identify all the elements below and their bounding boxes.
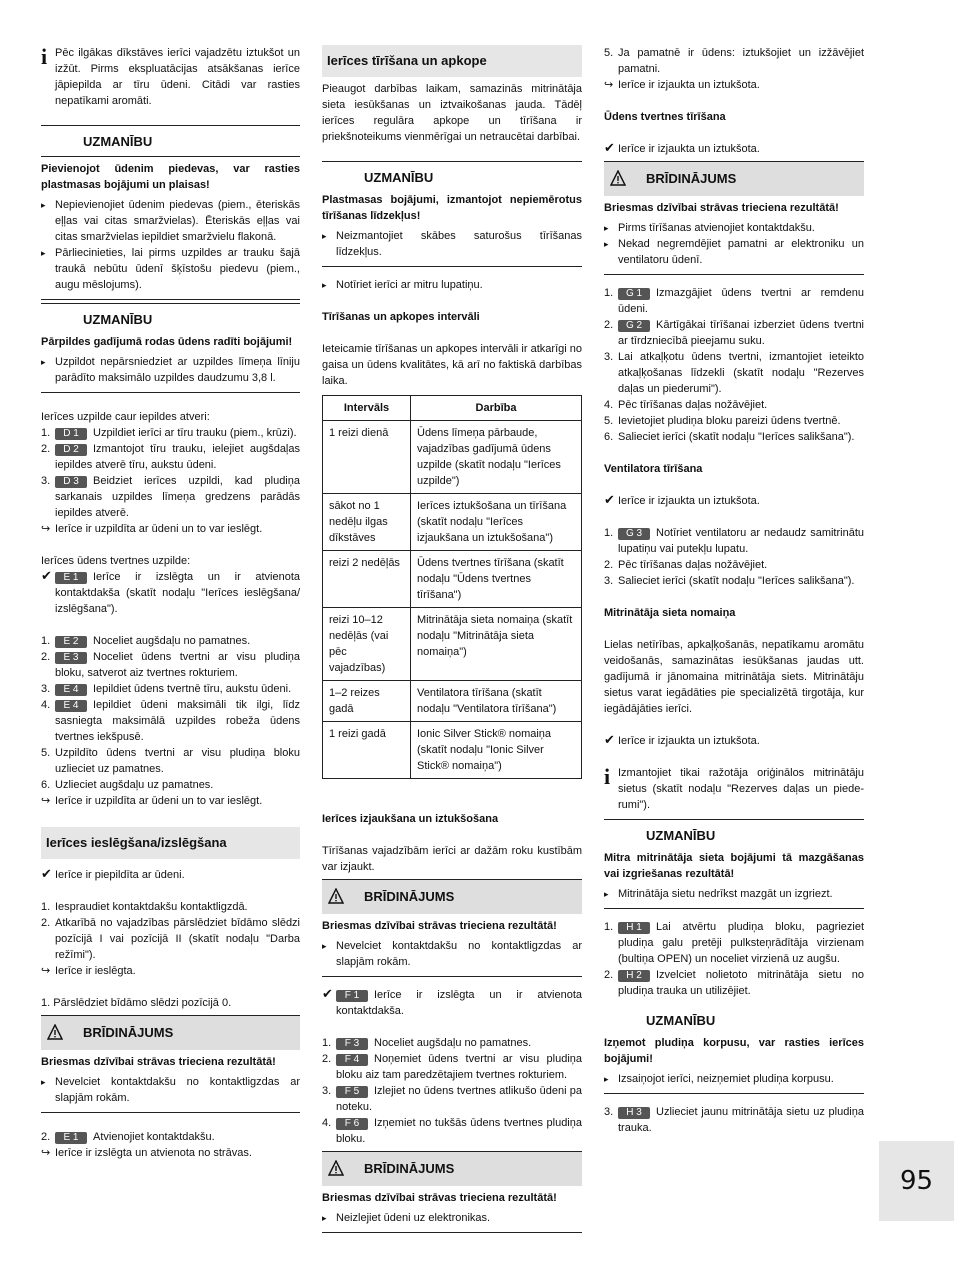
warning-box [322, 1151, 582, 1233]
figure-tag: E 2 [55, 636, 87, 648]
figure-tag: H 3 [618, 1107, 650, 1119]
list-item: 4. F 6 Izņemiet no tukšās ūdens tvertnes pludiņa bloku. [322, 1117, 582, 1145]
figure-tag: G 3 [618, 528, 650, 540]
wipe-instruction: ▸ Notīriet ierīci ar mitru lupatiņu. [322, 277, 582, 293]
list-item: 3. Lai atkaļķotu ūdens tvertni, izmantojiet ieteikto atkaļķošanas līdzekli (skatīt nodaļu "Rezerves daļas un piederumi"). [604, 351, 864, 395]
caution-title: UZMANĪBU [646, 1013, 716, 1028]
table-cell: 1–2 reizes gadā [323, 681, 411, 722]
table-row [323, 494, 582, 551]
warning-lead: Briesmas dzīvībai strāvas trieciena rezultātā! [41, 1056, 276, 1068]
figure-tag: G 1 [618, 288, 650, 300]
list-item: 4. E 4 Iepildiet ūdeni maksimāli tik ilgi, līdz sasniegta maksimālā uzpildes robeža ūdens tvertnes iekšpusē. [41, 699, 300, 743]
figure-tag: E 1 [55, 1132, 87, 1144]
table-row [323, 608, 582, 681]
table-cell: Ventilatora tīrīšana (skatīt nodaļu "Ventilatora tīrīšana") [411, 681, 582, 722]
info-note [41, 45, 300, 109]
warning-box [322, 879, 582, 977]
caution-box-cleaners [322, 161, 582, 267]
list-item: 1. E 2 Noceliet augšdaļu no pamatnes. [41, 635, 251, 647]
caution-bullet: ▸ Mitrinātāja sietu nedrīkst mazgāt un izgriezt. [604, 886, 864, 902]
warning-bullet: ▸ Pirms tīrīšanas atvienojiet kontaktdakšu. [604, 220, 864, 236]
warning-title: BRĪDINĀJUMS [364, 1161, 455, 1176]
figure-tag: D 2 [55, 444, 87, 456]
caution-title: UZMANĪBU [364, 170, 434, 185]
page-number: 95 [879, 1141, 954, 1221]
caution-box-float [604, 1005, 864, 1094]
table-row [323, 551, 582, 608]
step-5: 5. Ja pamatnē ir ūdens: iztukšojiet un izžāvējiet pamatni. [604, 47, 864, 75]
info-note [604, 765, 864, 813]
table-cell: reizi 2 nedēļās [323, 551, 411, 608]
filter-check: ✔ Ierīce ir izjaukta un iztukšota. [604, 733, 864, 749]
table-cell: Mitrinātāja sieta nomaiņa (skatīt nodaļu "Mitrinātāja sieta nomaiņa") [411, 608, 582, 681]
figure-tag: E 3 [55, 652, 87, 664]
caution-lead: Izņemot pludiņa korpusu, var rasties ierīces bojājumi! [604, 1037, 864, 1065]
info-text: Pēc ilgākas dīkstāves ierīci vajadzētu iztukšot un izžūt. Pirms ekspluatācijas atsākšanas ierīce jāpiepilda ar tīru ūdeni. Citādi var rasties nepatīkami aromāti. [55, 47, 300, 107]
onoff-check: ✔ Ierīce ir piepildīta ar ūdeni. [41, 867, 300, 883]
list-item: 2. F 4 Noņemiet ūdens tvertni ar visu pludiņa bloku aiz tam paredzētajiem tvertnes rokturiem. [322, 1053, 582, 1081]
precondition-check: ✔ E 1 Ierīce ir izslēgta un ir atvienota kontaktdakša (skatīt nodaļu "Ierīces ieslēgšana/ izslēgšana"). [41, 569, 300, 617]
table-row [323, 681, 582, 722]
list-item: 3. Salieciet ierīci (skatīt nodaļu "Ierīces salikšana"). [604, 575, 855, 587]
info-icon: i [41, 44, 48, 69]
filter-intro: Lielas netīrības, apkaļķošanās, nepatīkamu aromātu veidošanās, samazinātas iesūkšanas jaudas utt. gadījumā ir jānomaina mitrinātāja siets. Mitrinātāju sietus varat iegādāties pie specializētā tirgotāja, kur iegādājāties ierīci. [604, 639, 864, 715]
fill-result: ↪ Ierīce ir uzpildīta ar ūdeni un to var ieslēgt. [41, 521, 300, 537]
onoff-result: ↪ Ierīce ir ieslēgta. [41, 963, 300, 979]
warning-lead: Briesmas dzīvībai strāvas trieciena rezultātā! [604, 202, 839, 214]
list-item: 1. Iespraudiet kontaktdakšu kontaktligzdā. [41, 901, 248, 913]
warning-title: BRĪDINĀJUMS [364, 889, 455, 904]
column-2 [322, 45, 582, 1233]
figure-tag: F 3 [336, 1038, 368, 1050]
tank-result: ↪ Ierīce ir uzpildīta ar ūdeni un to var ieslēgt. [41, 793, 300, 809]
tank-clean-check: ✔ Ierīce ir izjaukta un iztukšota. [604, 141, 864, 157]
caution-lead: Pārpildes gadījumā rodas ūdens radīti bojājumi! [41, 336, 293, 348]
column-1 [41, 45, 300, 1161]
warning-bullet: ▸ Nekad negremdējiet pamatni ar elektroniku un ventilatoru ūdenī. [604, 236, 864, 268]
warning-triangle-icon [47, 1024, 63, 1040]
figure-tag: F 1 [336, 990, 368, 1002]
disassembly-steps-list [322, 1035, 582, 1147]
final-step: 3. H 3 Uzlieciet jaunu mitrinātāja sietu uz pludiņa trauka. [604, 1106, 864, 1134]
tank-clean-steps-list [604, 285, 864, 445]
warning-box [604, 161, 864, 275]
table-cell: Ūdens tvertnes tīrīšana (skatīt nodaļu "Ūdens tvertnes tīrīšana") [411, 551, 582, 608]
section-heading-onoff: Ierīces ieslēgšana/izslēgšana [41, 827, 300, 859]
tank-steps-list [41, 633, 300, 793]
warning-box [41, 1015, 300, 1113]
intervals-intro: Ieteicamie tīrīšanas un apkopes intervāli ir atkarīgi no gaisa un ūdens kvalitātes, kā arī no faktiskā darbības laika. [322, 343, 582, 387]
list-item: 2. Pēc tīrīšanas daļas nožāvējiet. [604, 559, 768, 571]
caution-bullet: ▸ Neizmantojiet skābes saturošus tīrīšanas līdzekļus. [322, 228, 582, 260]
warning-lead: Briesmas dzīvībai strāvas trieciena rezultātā! [322, 1192, 557, 1204]
table-cell: Ionic Silver Stick® nomaiņa (skatīt nodaļu "Ionic Silver Stick® nomaiņa") [411, 722, 582, 779]
warning-bullet: ▸ Nevelciet kontaktdakšu no kontaktligzdas ar slapjām rokām. [322, 938, 582, 970]
table-cell: reizi 10–12 nedēļās (vai pēc vajadzības) [323, 608, 411, 681]
table-cell: Ūdens līmeņa pārbaude, vajadzības gadījumā ūdens uzpilde (skatīt nodaļu "Ierīces uzpilde") [411, 421, 582, 494]
fill-intro: Ierīces uzpilde caur iepildes atveri: [41, 411, 210, 423]
precondition-check: ✔ F 1 Ierīce ir izslēgta un ir atvienota kontaktdakša. [322, 987, 582, 1019]
figure-tag: H 1 [618, 922, 650, 934]
warning-triangle-icon [328, 1160, 344, 1176]
figure-tag: E 4 [55, 700, 87, 712]
caution-bullet: ▸ Pārliecinieties, lai pirms uzpildes ar trauku šajā traukā nebūtu ūdenī šķīstošu piedevu (piem., augu mēslojums). [41, 245, 300, 293]
disassembly-intro: Tīrīšanas vajadzībām ierīci ar dažām roku kustībām var izjaukt. [322, 845, 582, 873]
warning-title: BRĪDINĀJUMS [646, 171, 737, 186]
list-item: 2. G 2 Kārtīgākai tīrīšanai izberziet ūdens tvertni ar tīrdzniecībā pieejamu suku. [604, 319, 864, 347]
list-item: 1. G 3 Notīriet ventilatoru ar nedaudz samitrinātu lupatiņu vai putekļu lupatu. [604, 527, 864, 555]
fan-check: ✔ Ierīce ir izjaukta un iztukšota. [604, 493, 864, 509]
disassembly-title: Ierīces izjaukšana un iztukšošana [322, 813, 499, 825]
list-item: 5. Ievietojiet pludiņa bloku pareizi ūdens tvertnē. [604, 415, 841, 427]
fan-title: Ventilatora tīrīšana [604, 463, 703, 475]
fill-steps-list [41, 425, 300, 521]
caution-bullet: ▸ Uzpildot nepārsniedziet ar uzpildes līmeņa līniju parādīto maksimālo uzpildes daudzumu 3,8 l. [41, 354, 300, 386]
filter-title: Mitrinātāja sieta nomaiņa [604, 607, 736, 619]
list-item: 4. Pēc tīrīšanas daļas nožāvējiet. [604, 399, 768, 411]
caution-title: UZMANĪBU [83, 134, 153, 149]
warning-bullet: ▸ Neizlejiet ūdeni uz elektronikas. [322, 1210, 582, 1226]
figure-tag: G 2 [618, 320, 650, 332]
figure-tag: H 2 [618, 970, 650, 982]
section-heading-cleaning: Ierīces tīrīšana un apkope [322, 45, 582, 77]
off-step: 1. Pārslēdziet bīdāmo slēdzi pozīcijā 0. [41, 997, 232, 1009]
figure-tag: F 4 [336, 1054, 368, 1066]
info-icon: i [604, 764, 611, 789]
caution-lead: Mitra mitrinātāja sieta bojājumi tā mazgāšanas vai izgriešanas rezultātā! [604, 852, 864, 880]
tank-clean-title: Ūdens tvertnes tīrīšana [604, 111, 726, 123]
figure-tag: E 4 [55, 684, 87, 696]
warning-bullet: ▸ Nevelciet kontaktdakšu no kontaktligzdas ar slapjām rokām. [41, 1074, 300, 1106]
list-item: 1. D 1 Uzpildiet ierīci ar tīru trauku (piem., krūzi). [41, 427, 297, 439]
caution-bullet: ▸ Nepievienojiet ūdenim piedevas (piem., ēteriskās eļļas vai citas smaržvielas). Ēteriskās eļļas vai citas smaržvielas iepildiet smaržvielu flakonā. [41, 197, 300, 245]
list-item: 6. Salieciet ierīci (skatīt nodaļu "Ierīces salikšana"). [604, 431, 855, 443]
figure-tag: E 1 [55, 572, 87, 584]
caution-box-additives [41, 125, 300, 300]
table-cell: sākot no 1 nedēļu ilgas dīkstāves [323, 494, 411, 551]
intervals-table [322, 395, 582, 779]
onoff-steps-list [41, 899, 300, 963]
list-item: 6. Uzlieciet augšdaļu uz pamatnes. [41, 779, 214, 791]
filter-steps-list [604, 919, 864, 999]
figure-tag: D 1 [55, 428, 87, 440]
caution-title: UZMANĪBU [646, 828, 716, 843]
list-item: 2. E 3 Noceliet ūdens tvertni ar visu pludiņa bloku, satverot aiz tvertnes rokturiem. [41, 651, 300, 679]
intervals-title: Tīrīšanas un apkopes intervāli [322, 311, 480, 323]
warning-triangle-icon [328, 888, 344, 904]
caution-lead: Pievienojot ūdenim piedevas, var rasties plastmasas bojājumi un plaisas! [41, 163, 300, 191]
unplug-step: 2. E 1 Atvienojiet kontaktdakšu. [41, 1131, 215, 1143]
list-item: 3. E 4 Iepildiet ūdens tvertnē tīru, aukstu ūdeni. [41, 683, 292, 695]
column-3 [604, 45, 864, 1136]
table-header: Darbība [411, 396, 582, 421]
clean-intro: Pieaugot darbības laikam, samazinās mitrinātāja sieta iesūkšanas un iztvaikošanas jauda. Tādēļ ierīces regulāra apkope un tīrīšana ir priekšnoteikums vienmērīgai un netraucētai darbībai. [322, 83, 582, 143]
list-item: 2. H 2 Izvelciet nolietoto mitrinātāja sietu no pludiņa trauka un utilizējiet. [604, 969, 864, 997]
list-item: 2. Atkarībā no vajadzības pārslēdziet bīdāmo slēdzi pozīcijā I vai pozīcijā II (skatīt nodaļu "Darba režīmi"). [41, 917, 300, 961]
unplug-result: ↪ Ierīce ir izslēgta un atvienota no strāvas. [41, 1145, 300, 1161]
list-item: 5. Uzpildīto ūdens tvertni ar visu pludiņa bloku uzlieciet uz pamatnes. [41, 747, 300, 775]
list-item: 1. H 1 Lai atvērtu pludiņa bloku, pagrieziet pludiņa galu pretēji pulksteņrādītāja virzienam (bultiņa OPEN) un noceliet virzienā uz augšu. [604, 921, 864, 965]
step5-result: ↪ Ierīce ir izjaukta un iztukšota. [604, 77, 864, 93]
list-item: 3. D 3 Beidziet ierīces uzpildi, kad pludiņa sarkanais uzpildes līmeņa gredzens parādās iepildes atverē. [41, 475, 300, 519]
figure-tag: D 3 [55, 476, 87, 488]
list-item: 3. F 5 Izlejiet no ūdens tvertnes atlikušo ūdeni pa noteku. [322, 1085, 582, 1113]
list-item: 1. F 3 Noceliet augšdaļu no pamatnes. [322, 1037, 532, 1049]
warning-title: BRĪDINĀJUMS [83, 1025, 174, 1040]
warning-lead: Briesmas dzīvībai strāvas trieciena rezultātā! [322, 920, 557, 932]
info-text: Izmantojiet tikai ražotāja oriģinālos mitrinātāju sietus (skatīt nodaļu "Rezerves daļas un piede-rumi"). [618, 767, 864, 811]
list-item: 1. G 1 Izmazgājiet ūdens tvertni ar remdenu ūdeni. [604, 287, 864, 315]
caution-lead: Plastmasas bojājumi, izmantojot nepiemērotus tīrīšanas līdzekļus! [322, 194, 582, 222]
table-cell: 1 reizi dienā [323, 421, 411, 494]
table-cell: 1 reizi gadā [323, 722, 411, 779]
figure-tag: F 6 [336, 1118, 368, 1130]
fan-steps-list [604, 525, 864, 589]
caution-box-overfill [41, 303, 300, 393]
table-cell: Ierīces iztukšošana un tīrīšana (skatīt nodaļu "Ierīces izjaukšana un iztukšošana") [411, 494, 582, 551]
tank-intro: Ierīces ūdens tvertnes uzpilde: [41, 555, 191, 567]
caution-bullet: ▸ Izsaiņojot ierīci, neizņemiet pludiņa korpusu. [604, 1071, 864, 1087]
table-header: Intervāls [323, 396, 411, 421]
caution-box-filter [604, 819, 864, 909]
figure-tag: F 5 [336, 1086, 368, 1098]
warning-triangle-icon [610, 170, 626, 186]
table-row [323, 421, 582, 494]
table-row [323, 722, 582, 779]
caution-title: UZMANĪBU [83, 312, 153, 327]
list-item: 2. D 2 Izmantojot tīru trauku, ielejiet augšdaļas iepildes atverē tīru, aukstu ūdeni. [41, 443, 300, 471]
